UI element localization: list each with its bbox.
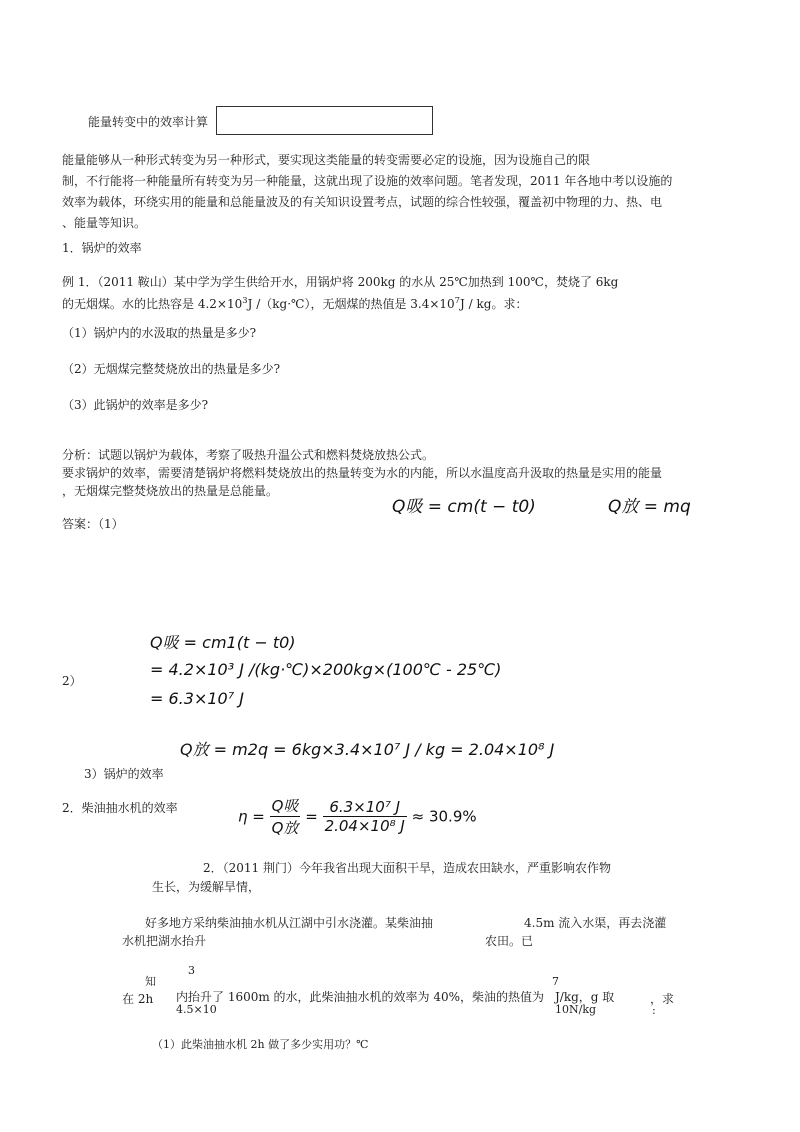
analysis-line-3: ，无烟煤完整焚烧放出的热量是总能量。 [62, 484, 279, 498]
intro-line-4: 、能量等知识。 [62, 216, 147, 230]
calc-line-1: Q吸 = cm1(t − t0) [150, 633, 296, 652]
example2-line-4b: 农田。已 [485, 934, 534, 948]
intro-line-3: 效率为载体，环绕实用的能量和总能量波及的有关知识设置考点，试题的综合性较强，覆盖初中物理的力、热、电 [62, 195, 663, 209]
example2-line-2: 生长，为缓解旱情， [152, 880, 261, 894]
example2-question-1: （1）此柴油抽水机 2h 做了多少实用功？℃ [152, 1038, 369, 1051]
example2-line-3a: 好多地方采纳柴油抽水机从江湖中引水浇灌。某柴油抽 [145, 916, 434, 930]
fragment-qiu: ，求 [650, 992, 675, 1006]
question-2: （2）无烟煤完整焚烧放出的热量是多少? [62, 362, 281, 376]
formula-release: Q放 = mq [608, 497, 691, 517]
example1-line-1: 例 1．（2011 鞍山）某中学为学生供给开水，用锅炉将 200kg 的水从 25℃加热到 100℃，焚烧了 6kg [62, 275, 619, 289]
fragment-7: 7 [552, 975, 559, 988]
fragment-colon: : [652, 1004, 656, 1017]
fragment-2h: 在 2h [122, 992, 154, 1006]
analysis-line-1: 分析：试题以锅炉为载体，考察了吸热升温公式和燃料焚烧放热公式。 [62, 448, 435, 462]
fragment-middle: 内抬升了 1600m 的水，此柴油抽水机的效率为 40%，柴油的热值为 [176, 990, 545, 1004]
page-title: 能量转变中的效率计算 [88, 115, 209, 129]
calc-release: Q放 = m2q = 6kg×3.4×10⁷ J / kg = 2.04×10⁸ J [180, 740, 555, 759]
example2-line-4a: 水机把湖水抬升 [122, 934, 207, 948]
example2-line-3b: 4.5m 流入水渠，再去浇灌 [524, 916, 667, 930]
fragment-3: 3 [188, 964, 195, 977]
question-3: （3）此锅炉的效率是多少? [62, 398, 209, 412]
calc-line-2: = 4.2×10³ J /(kg·℃)×200kg×(100℃ - 25℃) [150, 660, 502, 679]
answer-label: 答案：（1） [62, 517, 124, 531]
efficiency-formula: η = $\frac{\text{Q吸}}{\text{Q放}}$ = $\frac{\text{6.3×10⁷ J}}{\text{2.04×10⁸ J}}$ ≈ 30.9% [238, 797, 477, 837]
fragment-zhi: 知 [145, 975, 156, 988]
title-box [216, 106, 433, 135]
fragment-10n: 10N/kg [555, 1003, 597, 1016]
example1-line-2: 的无烟煤。水的比热容是 $4.2\times 10^3J$ /（kg·℃），无烟煤的热值是 $3.4\times 10^7J$ / kg。求： [62, 295, 528, 311]
example2-line-1: 2．（2011 荆门）今年我省出现大面积干旱，造成农田缺水，严重影响农作物 [203, 861, 611, 875]
fragment-4-5x10: 4.5×10 [176, 1003, 217, 1016]
label-3: 3）锅炉的效率 [84, 767, 164, 781]
question-1: （1）锅炉内的水汲取的热量是多少? [62, 326, 257, 340]
fragment-unit: J/kg，g 取 [555, 990, 615, 1004]
section1-heading: 1．锅炉的效率 [62, 241, 142, 255]
intro-line-1: 能量能够从一种形式转变为另一种形式，要实现这类能量的转变需要必定的设施，因为设施自己的限 [62, 153, 591, 167]
calc-line-3: = 6.3×10⁷ J [150, 689, 244, 708]
analysis-line-2: 要求锅炉的效率，需要清楚锅炉将燃料焚烧放出的热量转变为水的内能，所以水温度高升汲取的热量是实用的能量 [62, 466, 663, 480]
intro-line-2: 制，不行能将一种能量所有转变为另一种能量，这就出现了设施的效率问题。笔者发现，2011 年各地中考以设施的 [62, 174, 673, 188]
label-2: 2） [62, 674, 82, 688]
section2-heading: 2．柴油抽水机的效率 [62, 801, 178, 815]
formula-absorb: Q吸 = cm(t − t0) [392, 497, 536, 517]
